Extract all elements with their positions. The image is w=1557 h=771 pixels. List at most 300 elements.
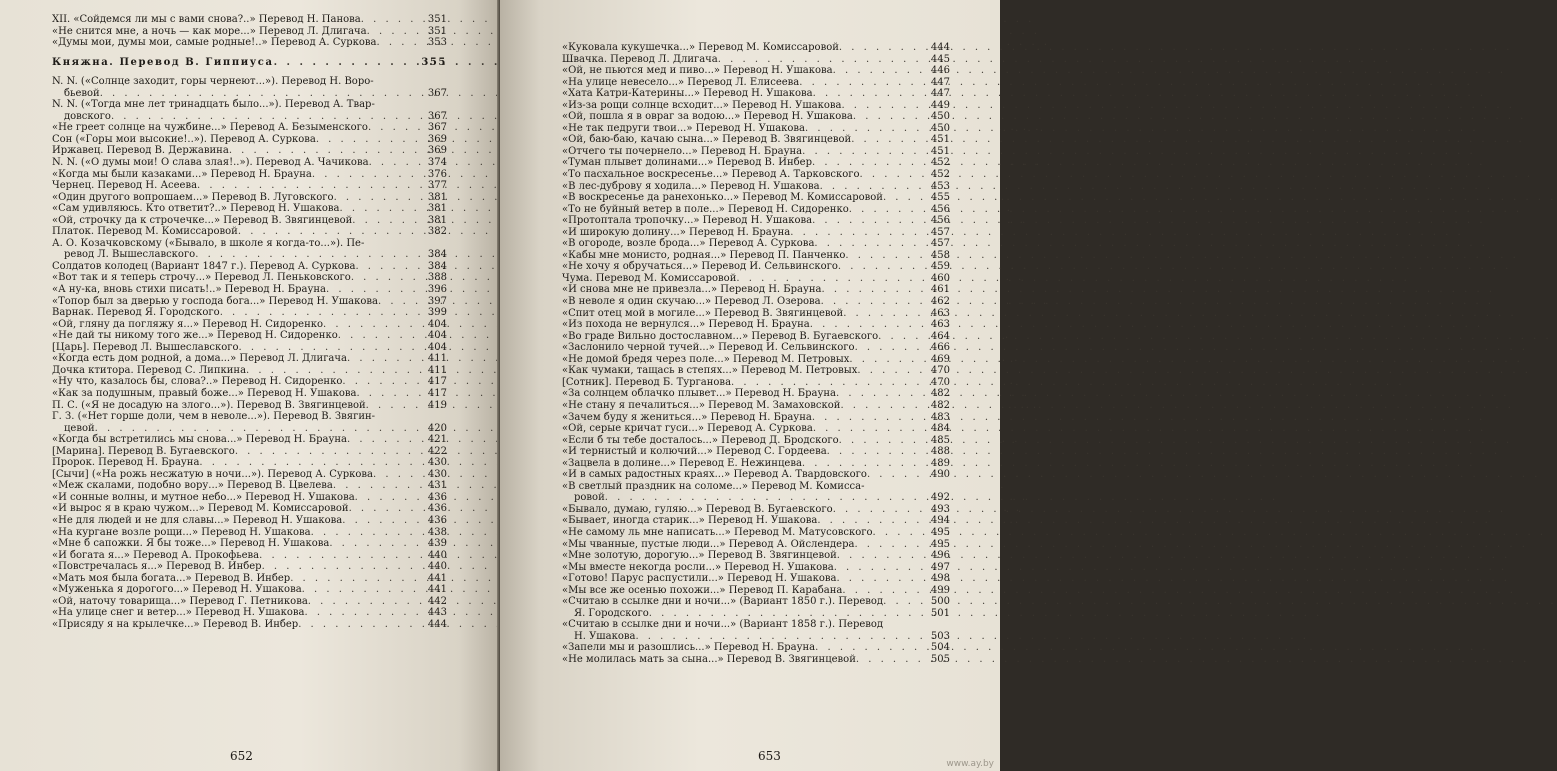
contents-entry — [52, 423, 447, 435]
entry-page-number: 497 — [930, 561, 950, 573]
contents-entry — [562, 654, 950, 666]
entry-title: «Мы вместе некогда росли...» Перевод Н. Ушакова — [562, 561, 834, 573]
entry-page-number: 430 — [427, 457, 447, 469]
contents-entry — [52, 434, 447, 446]
entry-title: «Не так педруги твои...» Перевод Н. Ушакова — [562, 122, 806, 134]
contents-entry — [52, 111, 447, 123]
leader-dots — [366, 400, 425, 412]
entry-title: довского — [64, 110, 111, 122]
leader-dots — [810, 319, 928, 331]
leader-dots — [883, 596, 928, 608]
left-page-number: 652 — [230, 749, 253, 763]
leader-dots — [323, 319, 425, 331]
entry-title: «Мы все же осенью похожи...» Перевод П. Карабана — [562, 584, 843, 596]
leader-dots — [843, 308, 928, 320]
leader-dots — [329, 538, 425, 550]
entry-page-number: 453 — [930, 180, 950, 192]
entry-title: «Думы мои, думы мои, самые родные!..» Перевод А. Суркова — [52, 37, 377, 49]
leader-dots — [812, 412, 928, 424]
entry-title: «Сам удивляюсь. Кто ответит?..» Перевод Н. Ушакова — [52, 203, 340, 215]
leader-dots — [195, 249, 425, 261]
contents-entry — [52, 573, 447, 585]
entry-page-number: 440 — [427, 549, 447, 561]
contents-entry — [52, 307, 447, 319]
entry-page-number: 377 — [427, 180, 447, 192]
leader-dots — [238, 226, 425, 238]
contents-entry — [52, 296, 447, 308]
entry-title: «Не снится мне, а ночь — как море...» Перевод Л. Длигача — [52, 25, 367, 37]
entry-title: «А ну-ка, вновь стихи писать!..» Перевод Н. Брауна — [52, 284, 327, 296]
entry-title: «Один другого вопрошаем...» Перевод В. Луговского — [52, 191, 334, 203]
contents-entry — [562, 331, 950, 343]
leader-dots — [873, 527, 928, 539]
entry-page-number: 351 — [427, 25, 447, 37]
right-page-number: 653 — [758, 749, 781, 763]
entry-title: [Сотник]. Перевод Б. Турганова — [562, 376, 732, 388]
entry-page-number: 422 — [427, 445, 447, 457]
entry-page-number: 388 — [427, 272, 447, 284]
entry-title: «За солнцем облачко плывет...» Перевод Н. Брауна — [562, 388, 836, 400]
leader-dots — [355, 261, 424, 273]
entry-title: «Зачем буду я жениться...» Перевод Н. Брауна — [562, 411, 812, 423]
entry-title: «Когда есть дом родной, а дома...» Перевод Л. Длигача — [52, 353, 347, 365]
entry-title: «Когда мы были казаками...» Перевод Н. Брауна — [52, 168, 312, 180]
entry-title: «И широкую долину...» Перевод Н. Брауна — [562, 226, 791, 238]
entry-page-number: 419 — [427, 399, 447, 411]
entry-title: «Если б ты тебе досталось...» Перевод Д. Бродского — [562, 434, 839, 446]
contents-entry — [562, 215, 950, 227]
contents-entry — [562, 423, 950, 435]
leader-dots — [878, 331, 928, 343]
contents-entry — [52, 249, 447, 261]
entry-title: «На улице невесело...» Перевод Л. Елисеева — [562, 76, 800, 88]
entry-page-number: 489 — [930, 457, 950, 469]
entry-title: «В огороде, возле брода...» Перевод А. Суркова — [562, 238, 815, 250]
entry-title: «Ой, гляну да погляжу я...» Перевод Н. Сидоренко — [52, 318, 324, 330]
contents-entry — [562, 492, 950, 504]
leader-dots — [820, 181, 928, 193]
entry-title: «И снова мне не привезла...» Перевод Н. Брауна — [562, 284, 822, 296]
entry-title: «В светлый праздник на соломе...» Перевод М. Комисса- — [562, 480, 865, 492]
entry-page-number: 353 — [427, 37, 447, 49]
entry-page-number: 376 — [427, 168, 447, 180]
leader-dots — [827, 446, 928, 458]
contents-entry — [52, 215, 447, 227]
entry-title: ревод Л. Вышеславского — [64, 249, 196, 261]
entry-page-number: 384 — [427, 260, 447, 272]
leader-dots — [834, 562, 928, 574]
leader-dots — [111, 111, 425, 123]
entry-page-number: 436 — [427, 503, 447, 515]
leader-dots — [239, 342, 425, 354]
entry-title: «Ой, наточу товарища...» Перевод Г. Петникова — [52, 595, 308, 607]
leader-dots — [838, 261, 928, 273]
entry-page-number: 447 — [930, 76, 950, 88]
leader-dots — [199, 457, 424, 469]
leader-dots — [851, 134, 928, 146]
contents-entry — [52, 550, 447, 562]
entry-page-number: 367 — [427, 110, 447, 122]
entry-title: «Считаю в ссылке дни и ночи...» (Вариант 1858 г.). Перевод — [562, 619, 884, 631]
entry-page-number: 436 — [427, 514, 447, 526]
contents-entry — [52, 157, 447, 169]
contents-entry — [562, 412, 950, 424]
entry-page-number: 463 — [930, 319, 950, 331]
contents-entry — [52, 192, 447, 204]
contents-entry — [562, 527, 950, 539]
entry-page-number: 470 — [930, 376, 950, 388]
leader-dots — [853, 111, 928, 123]
leader-dots — [220, 307, 425, 319]
entry-page-number: 444 — [427, 618, 447, 630]
leader-dots — [304, 607, 424, 619]
leader-dots — [840, 400, 927, 412]
entry-title: «Вот так и я теперь строчу...» Перевод Л. Пеньковского — [52, 272, 351, 284]
entry-title: Г. З. («Нет горше доли, чем в неволе...»). Перевод В. Звягин- — [52, 411, 376, 423]
leader-dots — [718, 54, 928, 66]
entry-page-number: 503 — [930, 630, 950, 642]
contents-entry — [562, 54, 950, 66]
entry-page-number: 443 — [427, 607, 447, 619]
leader-dots — [839, 435, 928, 447]
entry-title: «Ой, баю-баю, качаю сына...» Перевод В. Звягинцевой — [562, 134, 852, 146]
entry-title: «Считаю в ссылке дни и ночи...» (Вариант 1850 г.). Перевод — [562, 596, 884, 608]
leader-dots — [378, 296, 425, 308]
entry-title: «Муженька я дорогого...» Перевод Н. Ушакова — [52, 584, 302, 596]
contents-entry — [562, 261, 950, 273]
contents-entry — [52, 37, 447, 49]
entry-title: «Ой, серые кричат гуси...» Перевод А. Суркова — [562, 423, 813, 435]
entry-page-number: 470 — [930, 365, 950, 377]
leader-dots — [373, 469, 425, 481]
entry-page-number: 374 — [427, 157, 447, 169]
entry-page-number: 461 — [930, 284, 950, 296]
contents-entry — [562, 77, 950, 89]
entry-title: «Ой, пошла я в овраг за водою...» Перевод Н. Ушакова — [562, 111, 853, 123]
leader-dots — [821, 296, 928, 308]
leader-dots — [326, 284, 425, 296]
contents-entry — [562, 469, 950, 481]
contents-entry — [52, 584, 447, 596]
entry-page-number: 381 — [427, 203, 447, 215]
entry-page-number: 381 — [427, 191, 447, 203]
contents-entry — [562, 365, 950, 377]
leader-dots — [860, 169, 928, 181]
entry-page-number: 417 — [427, 376, 447, 388]
leader-dots — [246, 365, 425, 377]
entry-page-number: 501 — [930, 607, 950, 619]
entry-title: [Марина]. Перевод В. Бугаевского — [52, 445, 235, 457]
entry-title: N. N. («Солнце заходит, горы чернеют...»). Перевод Н. Воро- — [52, 76, 374, 88]
contents-entry — [562, 204, 950, 216]
entry-title: Платок. Перевод М. Комиссаровой — [52, 226, 238, 238]
leader-dots — [833, 65, 928, 77]
leader-dots — [813, 88, 928, 100]
contents-entry — [52, 145, 447, 157]
entry-title: [Сычи] («На рожь несжатую в ночи...»). Перевод А. Суркова — [52, 468, 373, 480]
contents-entry — [52, 14, 447, 26]
entry-page-number: 459 — [930, 261, 950, 273]
leader-dots — [347, 353, 425, 365]
entry-page-number: 456 — [930, 203, 950, 215]
contents-entry — [562, 111, 950, 123]
leader-dots — [290, 573, 425, 585]
entry-title: «На улице снег и ветер...» Перевод Н. Ушакова — [52, 607, 305, 619]
contents-entry — [52, 353, 447, 365]
contents-entry — [52, 180, 447, 192]
entry-title: «Мы чванные, пустые люди...» Перевод А. Ойслендера — [562, 538, 855, 550]
entry-page-number: 397 — [427, 295, 447, 307]
entry-page-number: 440 — [427, 561, 447, 573]
leader-dots — [367, 26, 425, 38]
leader-dots — [856, 654, 928, 666]
entry-title: N. N. («Тогда мне лет тринадцать было...»). Перевод А. Твар- — [52, 99, 375, 111]
entry-title: «Протоптала тропочку...» Перевод Н. Ушакова — [562, 215, 813, 227]
leader-dots — [235, 446, 425, 458]
contents-entry — [562, 539, 950, 551]
entry-title: ровой — [574, 492, 605, 504]
entry-page-number: 496 — [930, 550, 950, 562]
contents-entry — [52, 619, 447, 631]
entry-page-number: 411 — [427, 364, 447, 376]
entry-page-number: 382 — [427, 226, 447, 238]
leader-dots — [262, 561, 425, 573]
leader-dots — [339, 203, 424, 215]
entry-page-number: 495 — [930, 526, 950, 538]
leader-dots — [839, 42, 928, 54]
entry-page-number: 484 — [930, 423, 950, 435]
leader-dots — [649, 608, 928, 620]
entry-page-number: 495 — [930, 538, 950, 550]
contents-entry — [52, 607, 447, 619]
contents-entry — [562, 631, 950, 643]
entry-page-number: 460 — [930, 272, 950, 284]
contents-entry — [52, 226, 447, 238]
leader-dots — [805, 123, 928, 135]
contents-entry — [562, 134, 950, 146]
leader-dots — [799, 77, 928, 89]
contents-entry — [52, 330, 447, 342]
contents-entry — [52, 400, 447, 412]
entry-title: «Меж скалами, подобно вору...» Перевод В. Цвелева — [52, 480, 333, 492]
contents-entry — [562, 458, 950, 470]
entry-title: «Не хочу я обручаться...» Перевод И. Сельвинского — [562, 261, 838, 273]
entry-title: «Как чумаки, тащась в степях...» Перевод М. Петровых — [562, 365, 858, 377]
contents-entry — [562, 308, 950, 320]
entry-page-number: 456 — [930, 215, 950, 227]
contents-entry — [562, 123, 950, 135]
entry-title: Швачка. Перевод Л. Длигача — [562, 53, 718, 65]
contents-entry — [52, 469, 447, 481]
entry-title: «Присяду я на крылечке...» Перевод В. Инбер — [52, 618, 299, 630]
contents-entry — [562, 596, 950, 608]
contents-entry — [52, 446, 447, 458]
contents-entry — [562, 446, 950, 458]
leader-dots — [338, 330, 425, 342]
leader-dots — [812, 215, 928, 227]
entry-title: «Из похода не вернулся...» Перевод Н. Брауна — [562, 319, 810, 331]
entry-title: Н. Ушакова — [574, 630, 636, 642]
entry-title: «Не самому ль мне написать...» Перевод М. Матусовского — [562, 526, 873, 538]
contents-entry — [52, 503, 447, 515]
entry-title: Чума. Перевод М. Комиссаровой — [562, 272, 737, 284]
contents-entry — [562, 504, 950, 516]
entry-page-number: 490 — [930, 469, 950, 481]
entry-title: Княжна. Перевод В. Гиппиуса — [52, 56, 274, 68]
entry-page-number: 384 — [427, 249, 447, 261]
contents-entry — [52, 457, 447, 469]
leader-dots — [369, 157, 425, 169]
entry-page-number: 411 — [427, 353, 447, 365]
entry-page-number: 450 — [930, 111, 950, 123]
entry-page-number: 436 — [427, 491, 447, 503]
contents-entry — [52, 388, 447, 400]
contents-entry — [562, 573, 950, 585]
entry-title: «Мать моя была богата...» Перевод В. Инбер — [52, 572, 291, 584]
entry-title: П. С. («Я не досадую на злого...»). Перевод В. Звягинцевой — [52, 399, 366, 411]
entry-title: «И тернистый и колючий...» Перевод С. Гордеева — [562, 446, 827, 458]
entry-page-number: 367 — [427, 87, 447, 99]
entry-title: Сон («Горы мои высокие!..»). Перевод А. Суркова — [52, 133, 316, 145]
entry-title: цевой — [64, 422, 95, 434]
entry-title: «И сонные волны, и мутное небо...» Перевод Н. Ушакова — [52, 491, 355, 503]
leader-dots — [635, 631, 927, 643]
entry-title: «Ой, не пьются мед и пиво...» Перевод Н. Ушакова — [562, 65, 833, 77]
leader-dots — [361, 14, 425, 26]
right-contents-list — [562, 42, 950, 666]
leader-dots — [815, 642, 928, 654]
contents-entry — [562, 273, 950, 285]
entry-page-number: 450 — [930, 122, 950, 134]
entry-page-number: 463 — [930, 307, 950, 319]
contents-entry — [52, 342, 447, 354]
contents-entry — [562, 388, 950, 400]
entry-title: Я. Городского — [574, 607, 649, 619]
entry-page-number: 381 — [427, 214, 447, 226]
leader-dots — [849, 354, 928, 366]
entry-page-number: 494 — [930, 515, 950, 527]
entry-title: Иржавец. Перевод В. Державина — [52, 145, 229, 157]
entry-title: «Хата Катри-Катерины...» Перевод Н. Ушакова — [562, 88, 813, 100]
leader-dots — [316, 134, 425, 146]
leader-dots — [197, 180, 425, 192]
entry-page-number: 483 — [930, 411, 950, 423]
entry-page-number: 441 — [427, 572, 447, 584]
entry-page-number: 500 — [930, 596, 950, 608]
entry-page-number: 449 — [930, 99, 950, 111]
leader-dots — [836, 388, 928, 400]
contents-entry — [562, 88, 950, 100]
contents-entry — [52, 515, 447, 527]
contents-entry — [562, 65, 950, 77]
contents-entry — [562, 296, 950, 308]
entry-title: Солдатов колодец (Вариант 1847 г.). Перевод А. Суркова — [52, 260, 356, 272]
entry-title: «Повстречалась я...» Перевод В. Инбер — [52, 561, 262, 573]
entry-title: «Не стану я печалиться...» Перевод М. Замаховской — [562, 399, 841, 411]
entry-page-number: 493 — [930, 503, 950, 515]
entry-page-number: 505 — [930, 653, 950, 665]
entry-title: «Кабы мне монисто, родная...» Перевод П. Панченко — [562, 249, 846, 261]
entry-page-number: 441 — [427, 584, 447, 596]
watermark: www.ay.by — [946, 759, 994, 769]
contents-entry — [52, 376, 447, 388]
contents-entry — [562, 319, 950, 331]
entry-page-number: 431 — [427, 480, 447, 492]
entry-page-number: 499 — [930, 584, 950, 596]
entry-page-number: 404 — [427, 341, 447, 353]
entry-title: «Отчего ты почернело...» Перевод Н. Брауна — [562, 145, 803, 157]
entry-page-number: 399 — [427, 307, 447, 319]
contents-entry — [52, 203, 447, 215]
entry-title: «Бывает, иногда старик...» Перевод Н. Ушакова — [562, 515, 818, 527]
entry-title: «Во граде Вильно достославном...» Перевод В. Бугаевского — [562, 330, 879, 342]
entry-page-number: 464 — [930, 330, 950, 342]
contents-entry — [52, 319, 447, 331]
entry-title: «Куковала кукушечка...» Перевод М. Комиссаровой — [562, 42, 839, 53]
entry-title: «Заслонило черной тучей...» Перевод И. Сельвинского — [562, 342, 855, 354]
contents-entry — [562, 42, 950, 54]
contents-entry — [52, 57, 447, 69]
leader-dots — [334, 192, 425, 204]
contents-entry — [562, 284, 950, 296]
entry-page-number: 451 — [930, 145, 950, 157]
leader-dots — [854, 539, 927, 551]
leader-dots — [833, 504, 928, 516]
entry-page-number: 404 — [427, 330, 447, 342]
leader-dots — [308, 596, 425, 608]
leader-dots — [812, 157, 928, 169]
contents-entry — [52, 134, 447, 146]
leader-dots — [736, 273, 928, 285]
entry-title: «То не буйный ветер в поле...» Перевод Н. Сидоренко — [562, 203, 849, 215]
leader-dots — [95, 423, 425, 435]
contents-entry — [52, 169, 447, 181]
entry-title: «Не молилась мать за сына...» Перевод В. Звягинцевой — [562, 653, 856, 665]
entry-page-number: 355 — [421, 56, 447, 68]
contents-entry — [562, 169, 950, 181]
entry-page-number: 367 — [427, 122, 447, 134]
entry-title: «Не греет солнце на чужбине...» Перевод А. Безыменского — [52, 122, 368, 134]
entry-page-number: 488 — [930, 446, 950, 458]
contents-entry — [562, 192, 950, 204]
entry-page-number: 369 — [427, 145, 447, 157]
leader-dots — [802, 458, 928, 470]
leader-dots — [333, 480, 425, 492]
entry-title: «Мне золотую, дорогую...» Перевод В. Звягинцевой — [562, 550, 837, 562]
leader-dots — [731, 377, 928, 389]
contents-entry — [562, 157, 950, 169]
entry-title: «То пасхальное воскресенье...» Перевод А. Тарковского — [562, 169, 860, 181]
leader-dots — [867, 469, 928, 481]
leader-dots — [342, 515, 425, 527]
leader-dots — [813, 423, 928, 435]
contents-entry — [52, 272, 447, 284]
leader-dots — [274, 57, 419, 69]
entry-title: Пророк. Перевод Н. Брауна — [52, 457, 200, 469]
leader-dots — [356, 388, 424, 400]
contents-entry — [52, 365, 447, 377]
leader-dots — [259, 550, 425, 562]
leader-dots — [302, 584, 425, 596]
leader-dots — [377, 37, 425, 49]
leader-dots — [100, 88, 425, 100]
leader-dots — [351, 272, 425, 284]
entry-page-number: 442 — [427, 595, 447, 607]
leader-dots — [883, 192, 928, 204]
contents-entry — [52, 76, 447, 88]
entry-page-number: 485 — [930, 434, 950, 446]
contents-entry — [562, 100, 950, 112]
